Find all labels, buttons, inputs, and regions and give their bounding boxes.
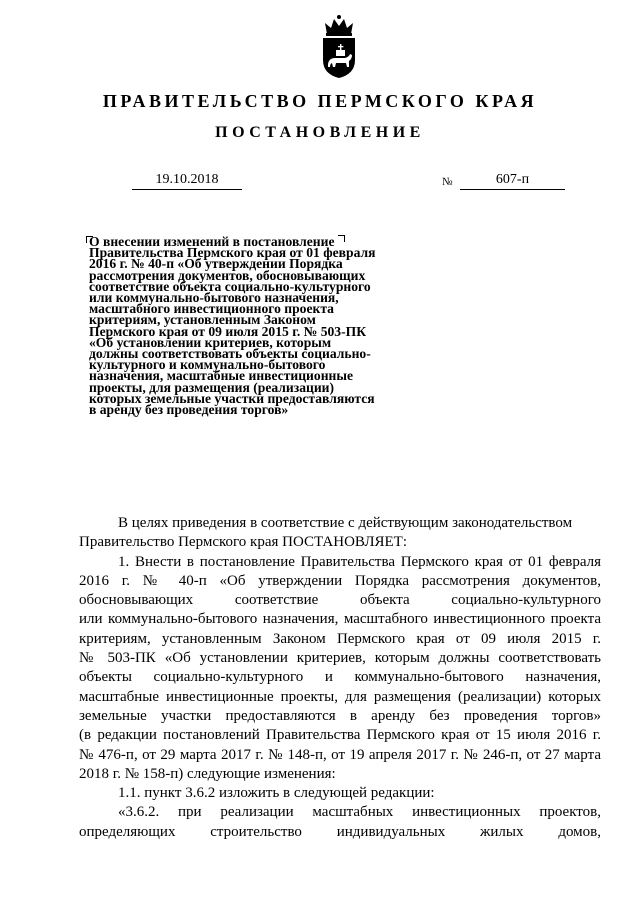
document-type: ПОСТАНОВЛЕНИЕ	[215, 124, 425, 141]
subject-line: 2016 г. № 40-п «Об утверждении Порядка	[89, 256, 343, 272]
subject-line: которых земельные участки предоставляются	[89, 390, 375, 406]
subject-line: культурного и коммунально-бытового	[89, 357, 326, 373]
body-line: 2018 г. № 158-п) следующие изменения:	[79, 765, 336, 782]
body-line: земельные участки предоставляются в аренду без проведения торгов»	[79, 707, 601, 724]
coat-of-arms-icon	[317, 14, 361, 80]
body-line: определяющих строительство индивидуальных жилых домов,	[79, 823, 601, 840]
body-line: 1. Внести в постановление Правительства Пермского края от 01 февраля	[118, 553, 601, 570]
subject-line: проекты, для размещения (реализации)	[89, 379, 335, 395]
body-line: критериям, установленным Законом Пермского края от 09 июля 2015 г.	[79, 630, 601, 647]
body-line: В целях приведения в соответствие с действующим законодательством	[118, 515, 573, 531]
body-line: № 503-ПК «Об установлении критериев, которым должны соответствовать	[79, 650, 601, 667]
body-line: 1.1. пункт 3.6.2 изложить в следующей редакции:	[118, 785, 435, 802]
subject-line: Правительства Пермского края от 01 февраля	[89, 245, 376, 261]
subject-line: О внесении изменений в постановление	[89, 234, 335, 249]
body-line: масштабные инвестиционные проекты, для размещения (реализации) которых	[79, 688, 601, 705]
subject-line: соответствие объекта социально-культурного	[89, 278, 371, 294]
body-line: (в редакции постановлений Правительства Пермского края от 15 июля 2016 г.	[79, 727, 601, 744]
body-line: Правительство Пермского края ПОСТАНОВЛЯЕТ:	[79, 534, 408, 551]
document-subject	[89, 234, 381, 418]
subject-line: критериям, установленным Законом	[89, 312, 316, 328]
document-date: 19.10.2018	[132, 172, 242, 190]
body-line: объекты социально-культурного и коммунально-бытового назначения,	[79, 669, 601, 686]
subject-line: должны соответствовать объекты социально-	[89, 346, 371, 362]
body-line: «3.6.2. при реализации масштабных инвестиционных проектов,	[118, 804, 601, 821]
subject-line: назначения, масштабные инвестиционные	[89, 368, 354, 384]
subject-line: рассмотрения документов, обосновывающих	[89, 267, 366, 283]
number-sign: №	[442, 176, 453, 188]
government-title: ПРАВИТЕЛЬСТВО ПЕРМСКОГО КРАЯ	[102, 91, 538, 111]
subject-line: Пермского края от 09 июля 2015 г. № 503-ПК	[89, 323, 367, 339]
subject-line: масштабного инвестиционного проекта	[89, 301, 334, 317]
body-line: № 476-п, от 29 марта 2017 г. № 148-п, от 19 апреля 2017 г. № 246-п, от 27 марта	[79, 746, 601, 763]
document-body	[79, 514, 601, 842]
body-line: обосновывающих соответствие объекта социально-культурного	[79, 592, 601, 609]
subject-line: в аренду без проведения торгов»	[89, 402, 289, 418]
body-line: или коммунально-бытового назначения, масштабного инвестиционного проекта	[79, 611, 601, 628]
subject-line: «Об установлении критериев, которым	[89, 334, 332, 350]
document-number: 607-п	[460, 172, 565, 190]
body-line: 2016 г. № 40-п «Об утверждении Порядка рассмотрения документов,	[79, 572, 601, 589]
subject-line: или коммунально-бытового назначения,	[89, 290, 339, 306]
